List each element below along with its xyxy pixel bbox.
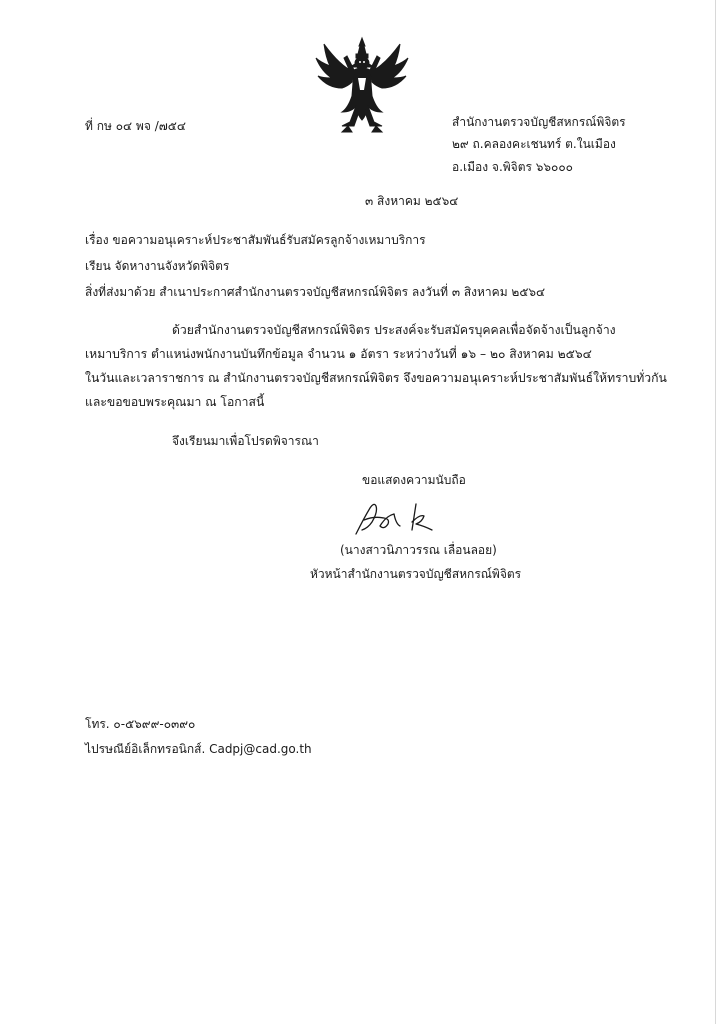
body-line-2: เหมาบริการ ตำแหน่งพนักงานบันทึกข้อมูล จำนวน ๑ อัตรา ระหว่างวันที่ ๑๖ – ๒๐ สิงหาคม ๒๕๖๔: [85, 347, 592, 361]
body-line-3: ในวันและเวลาราชการ ณ สำนักงานตรวจบัญชีสหกรณ์พิจิตร จึงขอความอนุเคราะห์ประชาสัมพันธ์ให้ทราบทั่วกัน: [85, 371, 667, 385]
sender-line-1: สำนักงานตรวจบัญชีสหกรณ์พิจิตร: [452, 115, 626, 129]
body-line-4: และขอขอบพระคุณมา ณ โอกาสนี้: [85, 395, 265, 409]
phone-number: โทร. ๐-๕๖๙๙-๐๓๙๐: [85, 717, 196, 731]
garuda-emblem-icon: [312, 36, 412, 134]
signer-title: หัวหน้าสำนักงานตรวจบัญชีสหกรณ์พิจิตร: [310, 567, 522, 581]
closing-request: จึงเรียนมาเพื่อโปรดพิจารณา: [172, 434, 319, 448]
sender-line-2: ๒๙ ถ.คลองคะเชนทร์ ต.ในเมือง: [452, 137, 616, 151]
body-line-1: ด้วยสำนักงานตรวจบัญชีสหกรณ์พิจิตร ประสงค์จะรับสมัครบุคคลเพื่อจัดจ้างเป็นลูกจ้าง: [172, 323, 616, 337]
regards-text: ขอแสดงความนับถือ: [362, 473, 466, 487]
letter-date: ๓ สิงหาคม ๒๕๖๔: [365, 194, 459, 208]
recipient-line: เรียน จัดหางานจังหวัดพิจิตร: [85, 259, 230, 273]
handwritten-signature: [350, 496, 440, 540]
sender-line-3: อ.เมือง จ.พิจิตร ๖๖๐๐๐: [452, 160, 573, 174]
enclosure-line: สิ่งที่ส่งมาด้วย สำเนาประกาศสำนักงานตรวจบัญชีสหกรณ์พิจิตร ลงวันที่ ๓ สิงหาคม ๒๕๖๔: [85, 285, 546, 299]
reference-number: ที่ กษ ๐๔ พจ /๗๕๔: [85, 119, 186, 133]
signer-name: (นางสาวนิภาวรรณ เลื่อนลอย): [340, 543, 497, 557]
scan-edge-line: [715, 0, 716, 1024]
email-address: ไปรษณีย์อิเล็กทรอนิกส์. Cadpj@cad.go.th: [85, 742, 312, 756]
subject-line: เรื่อง ขอความอนุเคราะห์ประชาสัมพันธ์รับสมัครลูกจ้างเหมาบริการ: [85, 233, 426, 247]
